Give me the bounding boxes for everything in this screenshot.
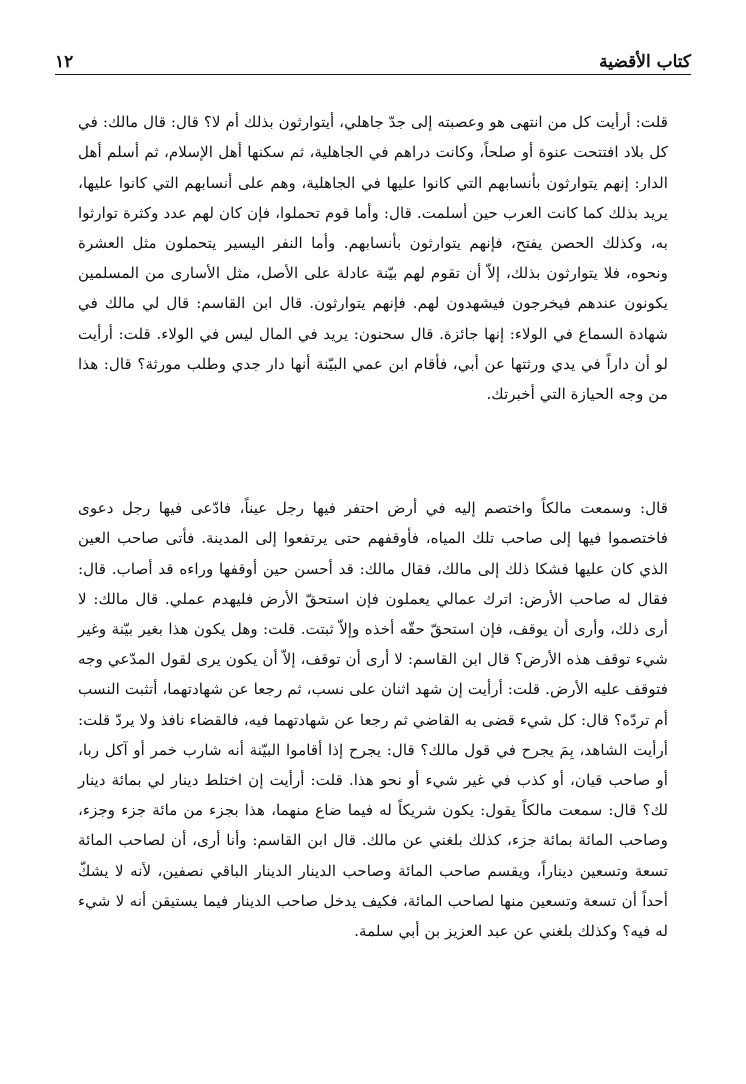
page-number: ١٢ xyxy=(55,52,74,72)
page-header xyxy=(55,42,691,75)
paragraph-inheritance: قلت: أرأيت كل من انتهى هو وعصبته إلى جدّ جاهلي، أيتوارثون بذلك أم لا؟ قال: قال مالك: في كل بلاد افتتحت عنوة أو صلحاً، وكانت دراهم في الجاهلية، ثم سكنها أهل الإسلام، ثم أسلم أهل الدار: إنهم يتوارثون بأنسابهم التي كانوا عليها في الجاهلية، وهم على أنسابهم التي كانوا عليها، يريد بذلك كما كانت العرب حين أسلمت. قال: وأما قوم تحملوا، فإن كان لهم عدد وكثرة توارثوا به، وكذلك الحصن يفتح، فإنهم يتوارثون بأنسابهم. وأما النفر اليسير يتحملون مثل العشرة ونحوه، فلا يتوارثون بذلك، إلاّ أن تقوم لهم بيّنة عادلة على الأصل، مثل الأسارى من المسلمين يكونون عندهم فيخرجون فيشهدون لهم. فإنهم يتوارثون. قال ابن القاسم: قال لي مالك في شهادة السماع في الولاء: إنها جائزة. قال سحنون: يريد في المال ليس في الولاء. قلت: أرأيت لو أن داراً في يدي ورثتها عن أبي، فأقام ابن عمي البيّنة أنها دار جدي وطلب مورثة؟ قال: هذا من وجه الحيازة التي أخبرتك. xyxy=(78,113,668,404)
book-title: كتاب الأقضية xyxy=(599,52,691,72)
paragraph-land-dispute: قال: وسمعت مالكاً واختصم إليه في أرض احتفر فيها رجل عيناً، فادّعى فيها رجل دعوى فاختصموا فيها إلى صاحب تلك المياه، فأوقفهم حتى يرتفعوا إلى المدينة. فأتى صاحب العين الذي كان عليها فشكا ذلك إلى مالك، فقال مالك: قد أحسن حين أوقفها وراءه قد أصاب. قال: فقال له صاحب الأرض: اترك عمالي يعملون فإن استحقّ الأرض فليهدم عملي. قال مالك: لا أرى ذلك، وأرى أن يوقف، فإن استحقّ حقّه أخذه وإلاّ ثبتت. قلت: وهل يكون هذا بغير بيّنة وغير شيء توقف هذه الأرض؟ قال ابن القاسم: لا أرى أن توقف، إلاّ أن يكون يرى لقول المدّعي وجه فتوقف عليه الأرض. قلت: أرأيت إن شهد اثنان على نسب، ثم رجعا عن شهادتهما، أتثبت النسب أم تردّه؟ قال: كل شيء قضى به القاضي ثم رجعا عن شهادتهما فيه، فالقضاء نافذ ولا يردّ قلت: أرأيت الشاهد، بِمَ يجرح في قول مالك؟ قال: يجرح إذا أقاموا البيّنة أنه شارب خمر أو آكل ربا، أو صاحب قيان، أو كذب في غير شيء أو نحو هذا. قلت: أرأيت إن اختلط دينار لي بمائة دينار لك؟ قال: سمعت مالكاً يقول: يكون شريكاً له فيما ضاع منهما، هذا بجزء من مائة جزء وجزء، وصاحب المائة بمائة جزء، كذلك بلغني عن مالك. قال ابن القاسم: وأنا أرى، أن لصاحب المائة تسعة وتسعين ديناراً، ويقسم صاحب المائة وصاحب الدينار الدينار الباقي نصفين، لأنه لا يشكّ أحداً أن تسعة وتسعين منها لصاحب المائة، فكيف يدخل صاحب الدينار فيما يستيقن أنه لا شيء له فيه؟ وكذلك بلغني عن عبد العزيز بن أبي سلمة. xyxy=(78,499,668,941)
